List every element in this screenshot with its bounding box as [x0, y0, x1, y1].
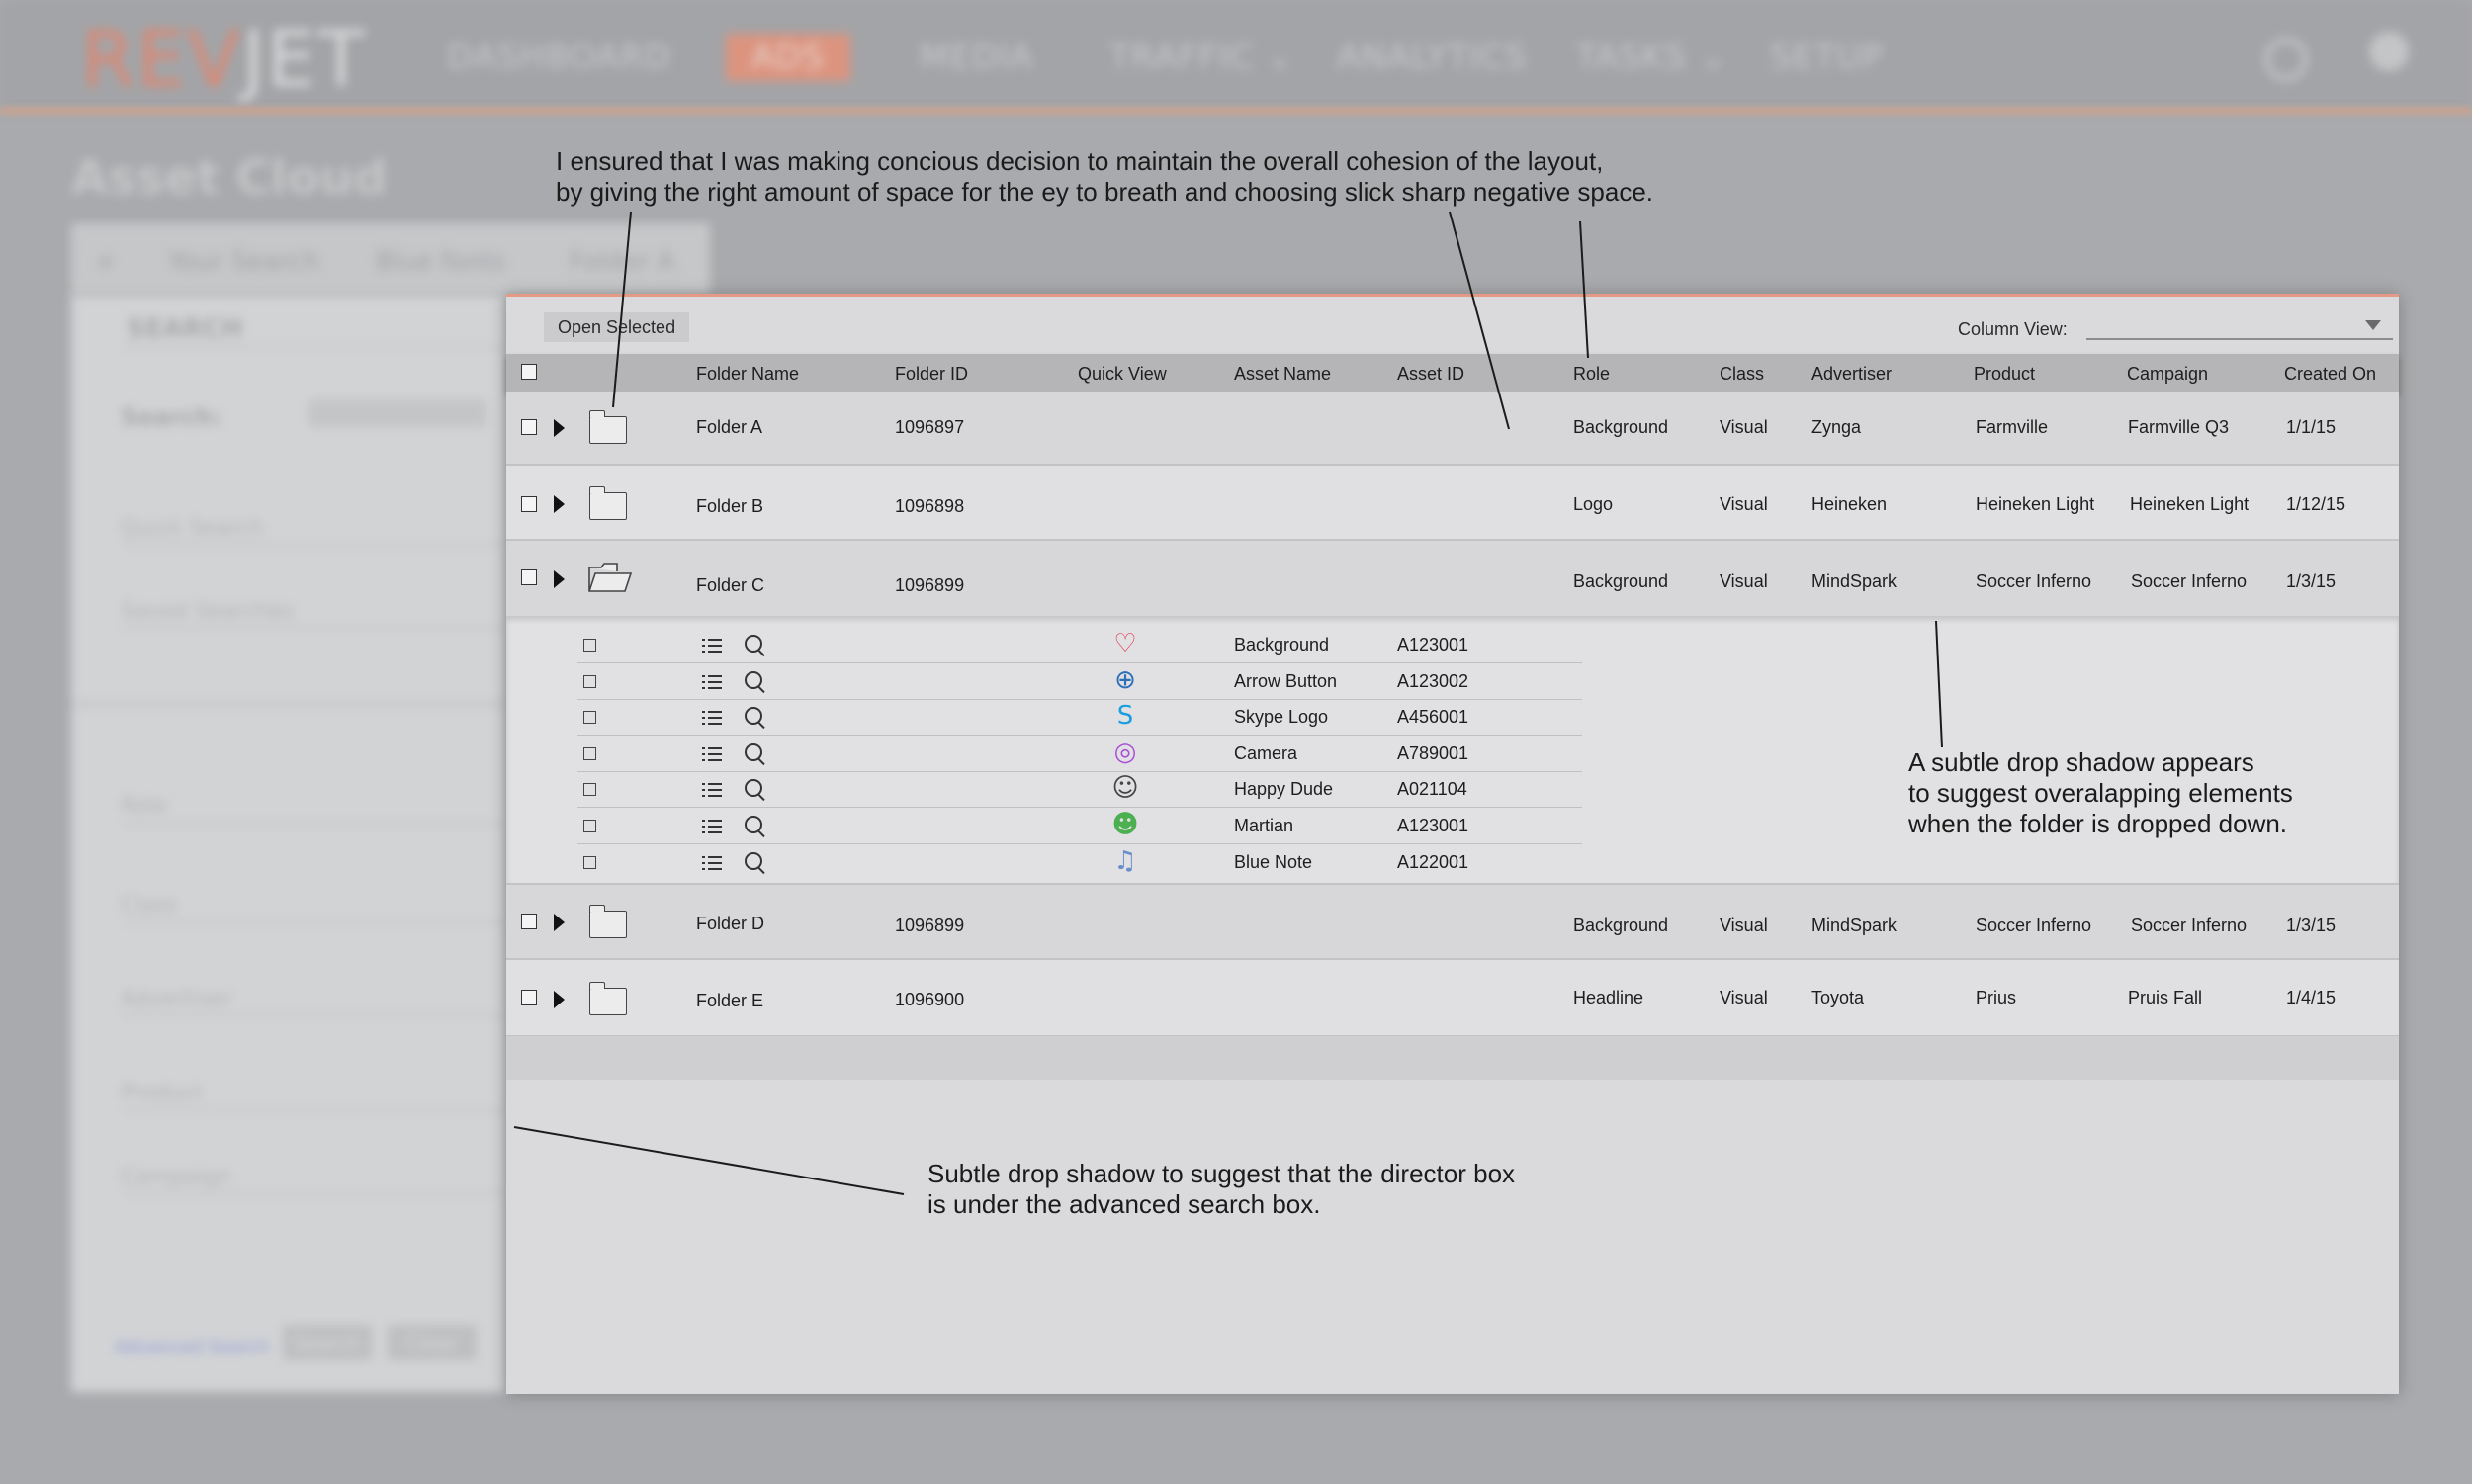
- tab-your-search[interactable]: Your Search: [168, 247, 320, 277]
- asset-id: A123001: [1397, 635, 1469, 655]
- heart-icon[interactable]: ♡: [1113, 629, 1137, 658]
- revjet-logo[interactable]: REVJET: [81, 16, 367, 105]
- saved-searches-field[interactable]: Saved Searches: [121, 599, 295, 624]
- music-note-icon[interactable]: ♫: [1113, 846, 1137, 876]
- created-on: 1/3/15: [2286, 571, 2337, 591]
- asset-id: A456001: [1397, 707, 1469, 727]
- product: Soccer Inferno: [1976, 571, 2092, 591]
- advertiser: Heineken: [1811, 494, 1888, 514]
- campaign: Farmville Q3: [2128, 417, 2230, 437]
- product: Soccer Inferno: [1976, 916, 2092, 935]
- class: Visual: [1720, 494, 1768, 514]
- search-label: Search:: [121, 403, 222, 431]
- leader-line: [613, 212, 631, 407]
- annotation-drop-shadow-folder: A subtle drop shadow appears to suggest overalapping elements when the folder is dropped down.: [1908, 747, 2293, 838]
- advertiser-filter[interactable]: Advertiser: [121, 987, 233, 1011]
- role: Background: [1573, 571, 1669, 591]
- class-filter[interactable]: Class: [121, 893, 178, 917]
- nav-dashboard[interactable]: DASHBOARD: [447, 38, 671, 77]
- folder-id: 1096900: [895, 990, 965, 1009]
- asset-id: A122001: [1397, 852, 1469, 872]
- folder-id: 1096898: [895, 496, 965, 516]
- leader-line: [514, 1127, 904, 1194]
- nav-traffic[interactable]: TRAFFIC ⌄: [1109, 38, 1295, 77]
- camera-icon[interactable]: ◎: [1113, 738, 1137, 767]
- created-on: 1/12/15: [2286, 494, 2346, 514]
- folder-id: 1096897: [895, 417, 965, 437]
- asset-name[interactable]: Camera: [1234, 743, 1298, 763]
- header-folder-id[interactable]: Folder ID: [895, 364, 969, 384]
- created-on: 1/4/15: [2286, 988, 2337, 1007]
- role-filter[interactable]: Role: [121, 794, 168, 819]
- folder-name[interactable]: Folder D: [696, 914, 765, 933]
- role: Headline: [1573, 988, 1644, 1007]
- tab-blue-fonts[interactable]: Blue fonts: [376, 247, 506, 277]
- search-button[interactable]: Search: [283, 1325, 372, 1360]
- header-asset-name[interactable]: Asset Name: [1234, 364, 1332, 384]
- folder-name[interactable]: Folder B: [696, 496, 764, 516]
- asset-name[interactable]: Blue Note: [1234, 852, 1313, 872]
- advertiser: MindSpark: [1811, 916, 1898, 935]
- asset-name[interactable]: Skype Logo: [1234, 707, 1329, 727]
- header-folder-name[interactable]: Folder Name: [696, 364, 800, 384]
- product: Heineken Light: [1976, 494, 2095, 514]
- header-product[interactable]: Product: [1974, 364, 2036, 384]
- header-asset-id[interactable]: Asset ID: [1397, 364, 1465, 384]
- class: Visual: [1720, 417, 1768, 437]
- created-on: 1/1/15: [2286, 417, 2337, 437]
- annotation-layout-cohesion: I ensured that I was making concious decision to maintain the overall cohesion of the layout, by giving the right amount of space for the ey to breath and choosing slick sharp negative space.: [556, 146, 1654, 207]
- advertiser: MindSpark: [1811, 571, 1898, 591]
- nav-tasks[interactable]: TASKS ⌄: [1576, 38, 1728, 77]
- open-selected-button[interactable]: Open Selected: [544, 312, 689, 342]
- advertiser: Zynga: [1811, 417, 1862, 437]
- nav-ads[interactable]: ADS: [726, 34, 850, 81]
- asset-name[interactable]: Martian: [1234, 816, 1294, 835]
- nav-media[interactable]: MEDIA: [920, 38, 1034, 77]
- annotation-drop-shadow-director: Subtle drop shadow to suggest that the director box is under the advanced search box.: [927, 1159, 1516, 1219]
- smiley-icon[interactable]: ☺: [1111, 773, 1139, 803]
- asset-id: A123002: [1397, 671, 1469, 691]
- martian-icon[interactable]: ☻: [1111, 810, 1139, 839]
- leader-line: [1936, 621, 1942, 747]
- campaign: Soccer Inferno: [2131, 916, 2248, 935]
- folder-name[interactable]: Folder C: [696, 575, 765, 595]
- role: Background: [1573, 916, 1669, 935]
- asset-name[interactable]: Background: [1234, 635, 1330, 655]
- advertiser: Toyota: [1811, 988, 1865, 1007]
- asset-id: A021104: [1397, 779, 1467, 799]
- folder-name[interactable]: Folder E: [696, 991, 764, 1010]
- folder-name[interactable]: Folder A: [696, 417, 763, 437]
- class: Visual: [1720, 916, 1768, 935]
- product: Farmville: [1976, 417, 2049, 437]
- clear-button[interactable]: Clear: [388, 1325, 477, 1360]
- folder-id: 1096899: [895, 575, 965, 595]
- campaign: Soccer Inferno: [2131, 571, 2248, 591]
- folder-id: 1096899: [895, 916, 965, 935]
- class: Visual: [1720, 988, 1768, 1007]
- product: Prius: [1976, 988, 2017, 1007]
- class: Visual: [1720, 571, 1768, 591]
- asset-id: A123001: [1397, 816, 1469, 835]
- leader-line: [1450, 212, 1509, 429]
- column-view-label: Column View:: [1958, 319, 2068, 339]
- asset-name[interactable]: Arrow Button: [1234, 671, 1338, 691]
- campaign: Heineken Light: [2130, 494, 2250, 514]
- skype-icon[interactable]: S: [1116, 701, 1134, 731]
- quick-search-field[interactable]: Quick Search: [121, 516, 264, 541]
- page-title: Asset Cloud: [71, 150, 388, 206]
- nav-setup[interactable]: SETUP: [1770, 38, 1884, 77]
- product-filter[interactable]: Product: [121, 1081, 204, 1105]
- tab-folder-a[interactable]: Folder A: [570, 247, 675, 277]
- advanced-search-link[interactable]: Advanced Search: [115, 1337, 270, 1357]
- created-on: 1/3/15: [2286, 916, 2337, 935]
- leader-line: [1580, 221, 1588, 358]
- nav-analytics[interactable]: ANALYTICS: [1337, 38, 1528, 77]
- header-advertiser[interactable]: Advertiser: [1811, 364, 1893, 384]
- search-heading: SEARCH: [127, 314, 243, 344]
- header-class[interactable]: Class: [1720, 364, 1765, 384]
- campaign: Pruis Fall: [2128, 988, 2203, 1007]
- asset-id: A789001: [1397, 743, 1469, 763]
- asset-name[interactable]: Happy Dude: [1234, 779, 1334, 799]
- tab-add[interactable]: +: [95, 247, 117, 277]
- arrow-down-circle-icon[interactable]: ⊕: [1114, 665, 1136, 695]
- role: Background: [1573, 417, 1669, 437]
- header-role[interactable]: Role: [1573, 364, 1611, 384]
- header-campaign[interactable]: Campaign: [2127, 364, 2209, 384]
- campaign-filter[interactable]: Campaign: [121, 1165, 231, 1189]
- role: Logo: [1573, 494, 1614, 514]
- header-quick-view[interactable]: Quick View: [1078, 364, 1167, 384]
- header-created-on[interactable]: Created On: [2284, 364, 2377, 384]
